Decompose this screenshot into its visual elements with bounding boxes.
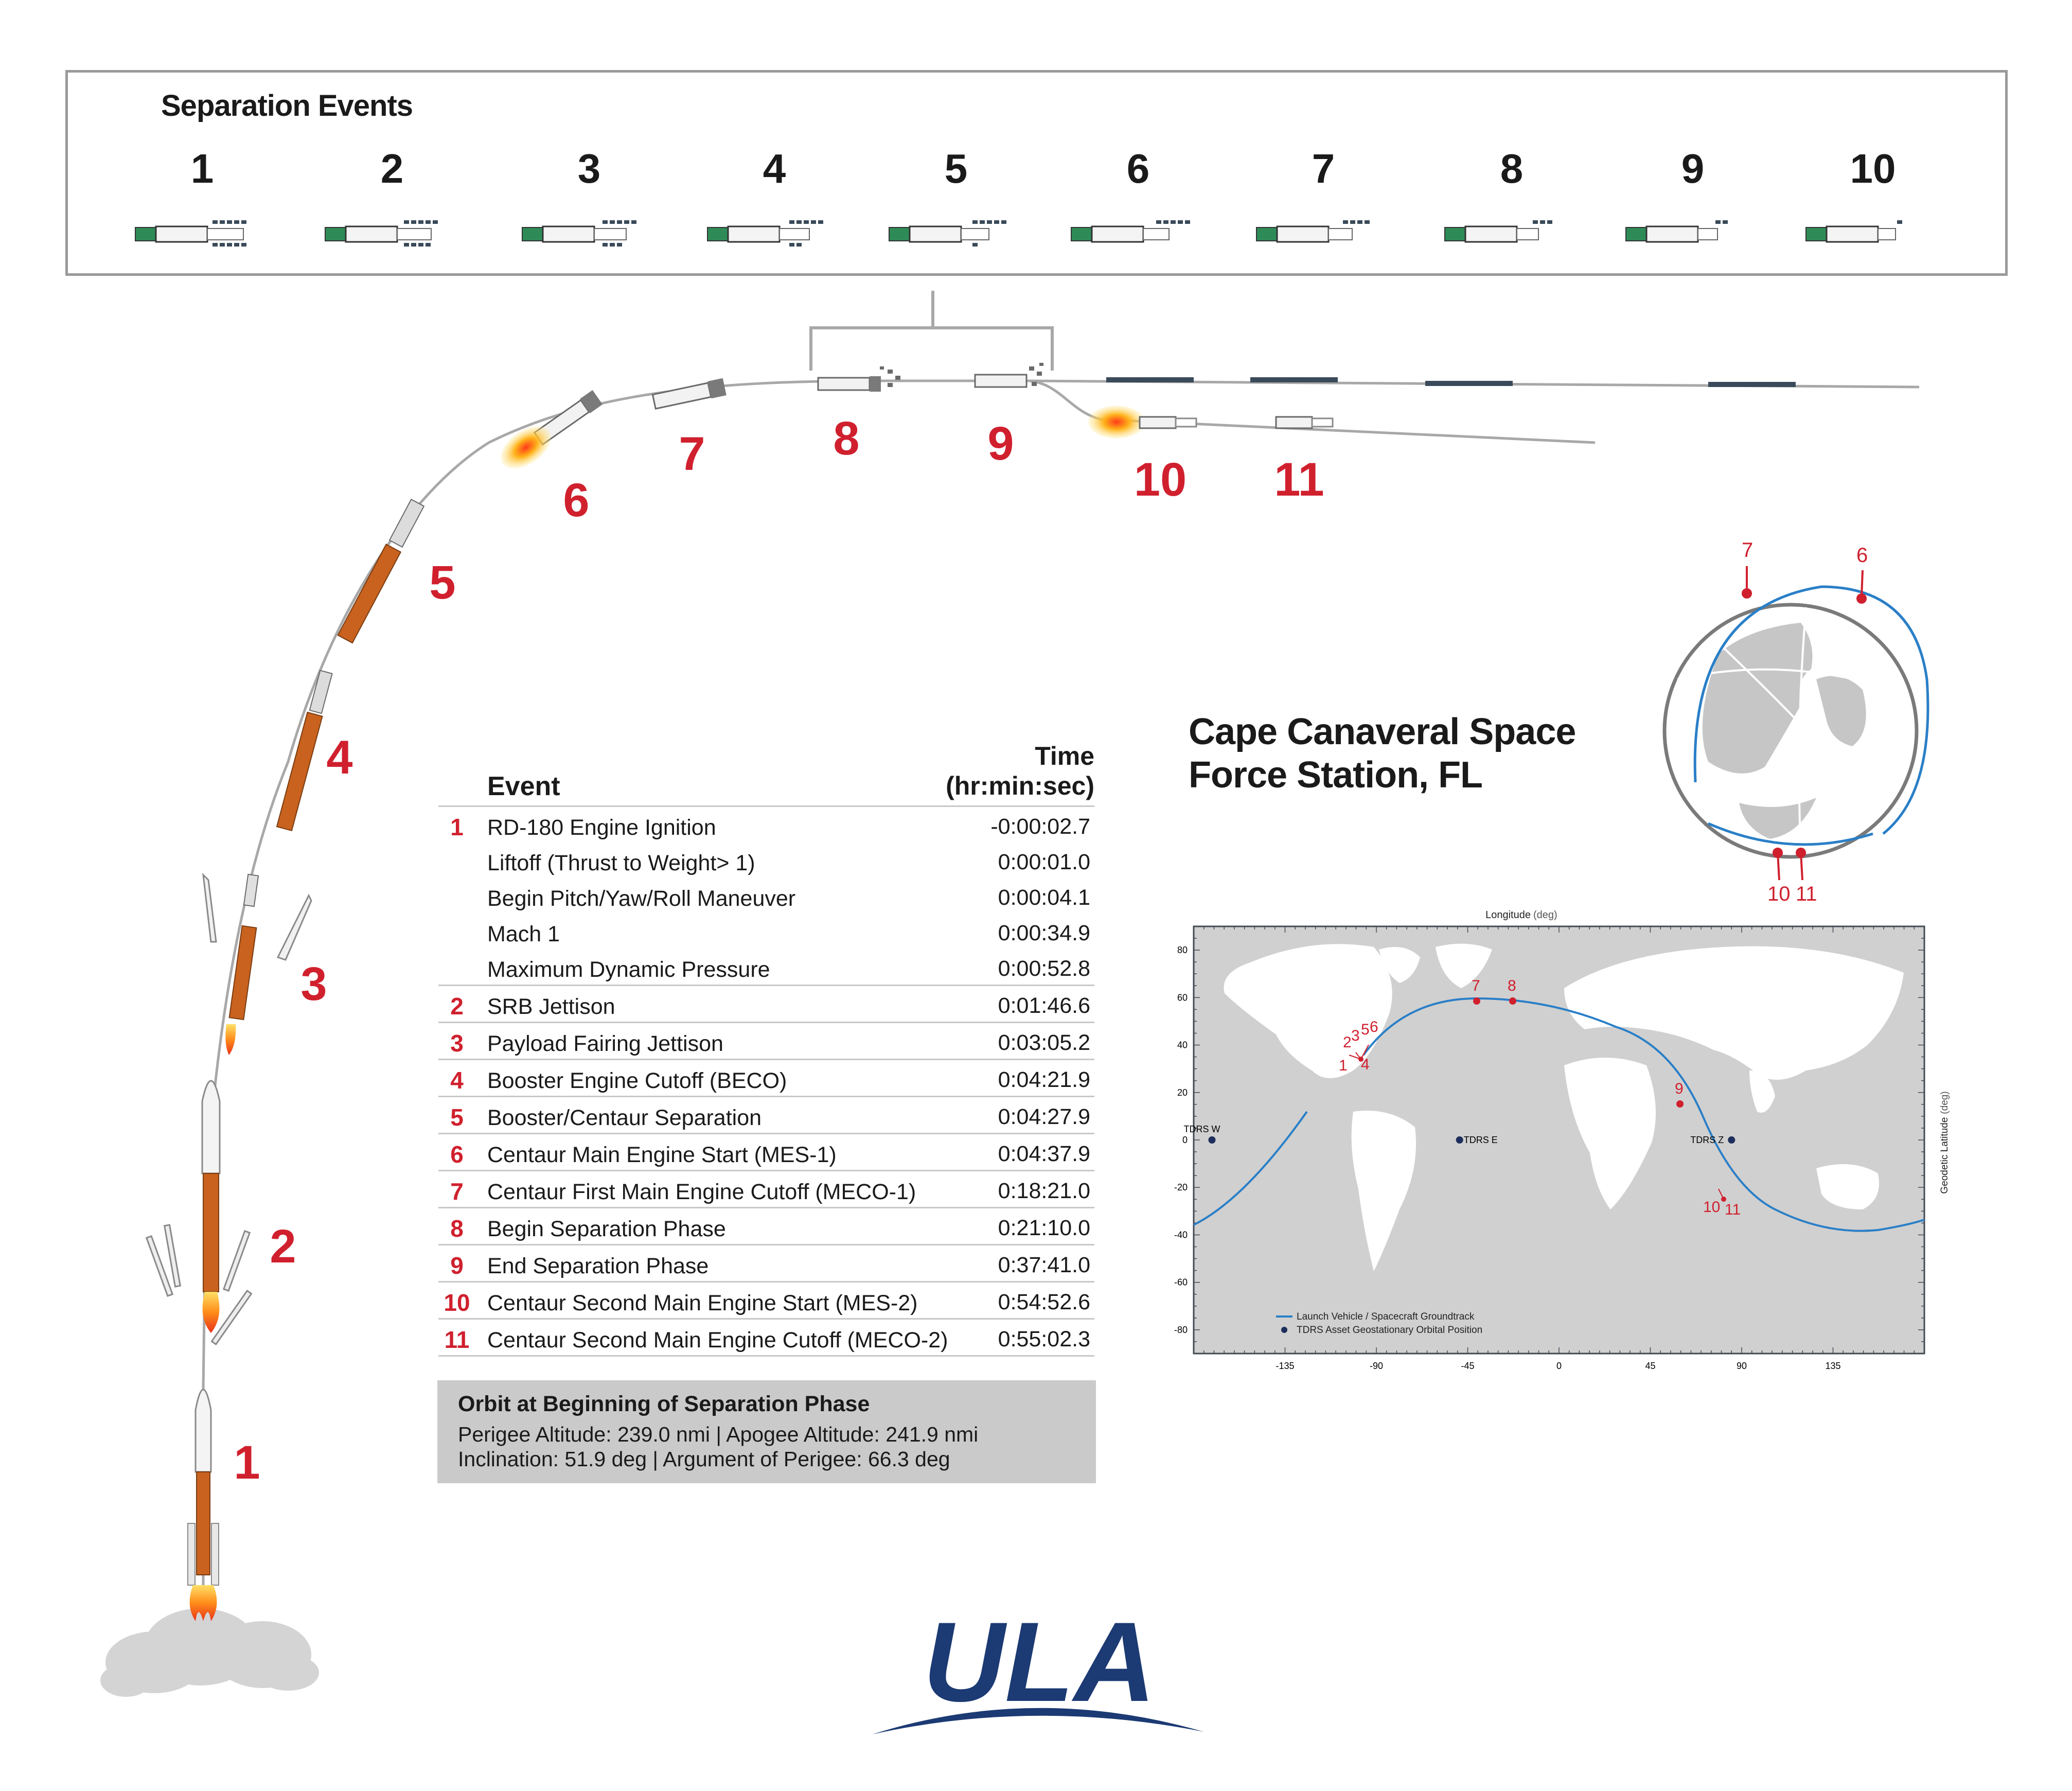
- vehicle-meco2: [1276, 417, 1333, 428]
- event-group: [438, 1023, 1094, 1060]
- table-row: [438, 949, 1094, 985]
- legend-tdrs: TDRS Asset Geostationary Orbital Position: [1297, 1325, 1483, 1336]
- payload-stack-block: [1357, 220, 1362, 224]
- flight-event-label: 2: [270, 1220, 296, 1273]
- map-lon-tick-label: -90: [1369, 1361, 1384, 1371]
- event-name: Maximum Dynamic Pressure: [487, 957, 770, 982]
- map-marker-9: 9: [1675, 1080, 1684, 1097]
- separation-craft-icon: [1796, 216, 1929, 252]
- separation-craft-icon: [1435, 216, 1568, 252]
- tdrs-point: [1728, 1136, 1735, 1144]
- map-lon-tick-label: 0: [1556, 1361, 1562, 1371]
- payload-stack-block: [241, 220, 246, 224]
- map-marker-4: 4: [1361, 1056, 1370, 1073]
- vehicle-mes2: [1088, 406, 1196, 438]
- event-time: 0:54:52.6: [998, 1290, 1090, 1314]
- map-lat-tick-label: 80: [1177, 945, 1188, 956]
- map-marker-11: 11: [1725, 1201, 1741, 1218]
- vehicle-srb-jettison: [147, 1081, 252, 1344]
- table-body: [438, 807, 1094, 1357]
- map-lat-tick-label: 60: [1177, 992, 1188, 1003]
- event-group: [438, 1208, 1094, 1245]
- event-name: Payload Fairing Jettison: [487, 1031, 723, 1056]
- orbit-title: Orbit at Beginning of Separation Phase: [458, 1392, 870, 1416]
- event-number: 7: [450, 1178, 464, 1205]
- event-group: [438, 1134, 1094, 1171]
- payload-stack-block: [1723, 220, 1728, 224]
- payload-stack-block: [1533, 220, 1538, 224]
- payload-stack-block: [1365, 220, 1370, 224]
- map-marker-2: 2: [1343, 1034, 1352, 1051]
- event-name: Centaur Second Main Engine Cutoff (MECO-2): [487, 1328, 948, 1353]
- table-row: [438, 1208, 1094, 1244]
- event-name: Centaur Second Main Engine Start (MES-2): [487, 1291, 918, 1315]
- table-row: [438, 878, 1094, 914]
- payload-stack-block: [411, 220, 416, 224]
- event-group: [438, 807, 1094, 986]
- vehicle-end-separation: [975, 363, 1043, 387]
- payload-stack-block: [796, 220, 802, 224]
- separation-craft-icon: [697, 216, 831, 252]
- payload-stack-block: [433, 220, 438, 224]
- flight-event-label: 6: [563, 474, 590, 526]
- payload-stack-block: [1171, 220, 1176, 224]
- tdrs-point: [1209, 1136, 1216, 1144]
- payload-stack-block: [617, 243, 622, 247]
- table-row: [438, 1320, 1094, 1355]
- flight-event-label: 5: [429, 556, 456, 609]
- table-row: [438, 842, 1094, 878]
- payload-stack-block: [987, 220, 992, 224]
- separation-event-number: 4: [763, 146, 786, 191]
- legend-tdrs-swatch: [1281, 1327, 1287, 1333]
- map-ylabel: Geodetic Latitude(deg): [1939, 1091, 1950, 1194]
- payload-stack-block: [631, 220, 636, 224]
- event-time: 0:18:21.0: [998, 1179, 1090, 1203]
- table-row: [438, 1171, 1094, 1207]
- launch-smoke: [100, 1608, 319, 1697]
- flight-event-label: 7: [679, 428, 705, 480]
- event-time: 0:04:27.9: [998, 1104, 1090, 1129]
- payload-stack-block: [426, 243, 431, 247]
- payload-stack-block: [404, 220, 409, 224]
- tdrs-label: TDRS Z: [1690, 1135, 1724, 1145]
- event-name: SRB Jettison: [487, 994, 615, 1019]
- flight-event-label: 3: [300, 958, 327, 1010]
- tdrs-point: [1456, 1136, 1463, 1144]
- event-name: Centaur First Main Engine Cutoff (MECO-1): [487, 1180, 916, 1204]
- map-lon-tick-label: -135: [1276, 1361, 1295, 1371]
- separation-craft-icon: [512, 216, 646, 252]
- payload-stack-block: [1715, 220, 1721, 224]
- separation-event-number: 3: [577, 146, 601, 191]
- event-group: [438, 1060, 1094, 1097]
- payload-stack-block: [603, 220, 608, 224]
- event-name: Booster Engine Cutoff (BECO): [487, 1068, 787, 1093]
- flight-event-label: 4: [326, 731, 353, 784]
- header-time-line2: (hr:min:sec): [946, 771, 1094, 800]
- event-name: Mach 1: [487, 922, 560, 946]
- table-row: [438, 807, 1094, 842]
- header-event: Event: [487, 771, 560, 801]
- table-row: [438, 1023, 1094, 1059]
- event-name: End Separation Phase: [487, 1254, 709, 1278]
- event-name: Begin Pitch/Yaw/Roll Maneuver: [487, 886, 796, 911]
- payload-stack-block: [1897, 220, 1902, 224]
- payload-stack-block: [818, 220, 823, 224]
- separation-event-number: 10: [1850, 146, 1896, 191]
- separation-event-number: 9: [1681, 146, 1705, 191]
- globe-marker-10: 10: [1767, 883, 1791, 905]
- globe-marker-7: 7: [1742, 539, 1754, 561]
- payload-stack-block: [426, 220, 431, 224]
- launch-site-line1: Cape Canaveral Space: [1189, 711, 1576, 752]
- table-row: [438, 1283, 1094, 1318]
- vehicle-liftoff: [188, 1390, 219, 1621]
- map-marker-6: 6: [1370, 1019, 1378, 1035]
- separation-event-number: 6: [1126, 146, 1150, 191]
- event-time: 0:55:02.3: [998, 1327, 1090, 1351]
- event-time: 0:04:37.9: [998, 1142, 1090, 1166]
- event-name: Centaur Main Engine Start (MES-1): [487, 1143, 837, 1167]
- event-number: 4: [450, 1067, 464, 1094]
- globe-marker-11: 11: [1796, 883, 1817, 905]
- event-timeline-table: [438, 741, 1094, 1357]
- map-lat-tick-label: -60: [1174, 1277, 1188, 1288]
- event-name: Liftoff (Thrust to Weight> 1): [487, 851, 755, 875]
- map-title: Longitude: [1485, 909, 1531, 921]
- event-name: Begin Separation Phase: [487, 1217, 726, 1241]
- separation-craft-icon: [1616, 216, 1749, 252]
- separation-event-number: 5: [944, 146, 968, 191]
- groundtrack-map: [1158, 901, 1955, 1374]
- legend-track: Launch Vehicle / Spacecraft Groundtrack: [1297, 1311, 1475, 1322]
- payload-stack-block: [234, 220, 239, 224]
- payload-stack-block: [972, 220, 978, 224]
- tdrs-label: TDRS W: [1183, 1124, 1220, 1134]
- event-group: [438, 1171, 1094, 1208]
- table-row: [438, 1245, 1094, 1281]
- payload-stack-block: [789, 243, 794, 247]
- map-marker-10: 10: [1703, 1199, 1721, 1216]
- globe-marker-6: 6: [1856, 544, 1868, 567]
- map-lon-tick-label: 135: [1825, 1361, 1841, 1371]
- payload-stack-block: [418, 220, 423, 224]
- separation-craft-icon: [879, 216, 1013, 252]
- orbit-line-1: Perigee Altitude: 239.0 nmi | Apogee Altitude: 241.9 nmi: [458, 1423, 979, 1446]
- payload-stack-block: [1343, 220, 1348, 224]
- launch-site-line2: Force Station, FL: [1189, 754, 1483, 796]
- map-lon-tick-label: -45: [1461, 1361, 1475, 1371]
- payload-stack-block: [617, 220, 622, 224]
- separation-craft-icon: [1246, 216, 1380, 252]
- payload-stack-block: [404, 243, 409, 247]
- event-time: 0:03:05.2: [998, 1030, 1090, 1055]
- map-lat-tick-label: -80: [1174, 1324, 1188, 1335]
- payload-stack-block: [610, 243, 615, 247]
- payload-stack-block: [603, 243, 608, 247]
- event-number: 11: [444, 1326, 470, 1353]
- payload-stack-block: [1178, 220, 1183, 224]
- orbit-line-2: Inclination: 51.9 deg | Argument of Perigee: 66.3 deg: [458, 1447, 950, 1471]
- payload-stack-block: [227, 220, 232, 224]
- table-row: [438, 914, 1094, 949]
- payload-stack-block: [980, 220, 985, 224]
- event-number: 8: [450, 1215, 464, 1242]
- payload-stack-block: [220, 243, 225, 247]
- table-row: [438, 1134, 1094, 1170]
- payload-stack-block: [411, 243, 416, 247]
- map-lat-tick-label: 40: [1177, 1040, 1188, 1050]
- map-marker-7: 7: [1472, 977, 1480, 994]
- map-lat-tick-label: -40: [1174, 1230, 1188, 1240]
- event-number: 1: [450, 814, 464, 840]
- payload-stack-block: [624, 220, 629, 224]
- event-name: Booster/Centaur Separation: [487, 1105, 762, 1130]
- event-time: 0:00:04.1: [998, 885, 1090, 910]
- payload-stack-block: [220, 220, 225, 224]
- table-row: [438, 986, 1094, 1022]
- payload-stack-block: [1547, 220, 1552, 224]
- payload-stack-block: [234, 243, 239, 247]
- payload-stack-block: [1156, 220, 1161, 224]
- flight-event-label: 11: [1274, 453, 1324, 506]
- event-number: 3: [450, 1030, 464, 1057]
- orbit-globe: [1646, 525, 1945, 906]
- separation-craft-icon: [315, 216, 449, 252]
- payload-stack-block: [227, 243, 232, 247]
- separation-craft-icon: [125, 216, 259, 252]
- event-number: 9: [450, 1252, 464, 1279]
- event-number: 2: [450, 993, 464, 1020]
- payload-stack-block: [212, 220, 218, 224]
- payload-stack-block: [994, 220, 999, 224]
- payload-stack-block: [1540, 220, 1545, 224]
- map-marker-3: 3: [1351, 1027, 1360, 1044]
- flight-event-label: 8: [833, 412, 860, 465]
- flight-event-label: 10: [1134, 453, 1187, 506]
- event-group: [438, 1245, 1094, 1283]
- header-time-line1: Time: [1035, 742, 1094, 770]
- tdrs-label: TDRS E: [1463, 1135, 1498, 1145]
- event-time: -0:00:02.7: [990, 814, 1090, 839]
- ula-logo-text: ULA: [923, 1601, 1156, 1725]
- map-lon-tick-label: 90: [1736, 1361, 1747, 1371]
- table-header: [438, 741, 1094, 807]
- payload-stack-block: [972, 243, 978, 247]
- flight-event-label: 1: [234, 1436, 260, 1489]
- event-time: 0:01:46.6: [998, 993, 1090, 1018]
- separation-craft-icon: [1061, 216, 1195, 252]
- flight-event-label: 9: [987, 417, 1014, 470]
- payload-stack-block: [241, 243, 246, 247]
- launch-site-title: [1189, 710, 1575, 797]
- payload-stack-block: [789, 220, 794, 224]
- payload-stack-block: [811, 220, 816, 224]
- orbit-info-box: [437, 1380, 1096, 1483]
- map-lat-tick-label: 20: [1177, 1087, 1188, 1098]
- vehicle-meco1: [652, 378, 727, 410]
- event-group: [438, 986, 1094, 1023]
- map-marker-1: 1: [1339, 1057, 1348, 1074]
- vehicle-mes1: [493, 384, 607, 477]
- map-lat-tick-label: -20: [1174, 1182, 1188, 1193]
- event-name: RD-180 Engine Ignition: [487, 815, 716, 840]
- separation-event-number: 7: [1312, 146, 1335, 191]
- payload-stack-block: [212, 243, 218, 247]
- separation-events-title: Separation Events: [161, 89, 413, 122]
- payload-stack-block: [1350, 220, 1355, 224]
- separation-event-number: 2: [380, 146, 404, 191]
- table-row: [438, 1060, 1094, 1096]
- ula-logo: [864, 1601, 1225, 1740]
- separation-event-number: 1: [190, 146, 214, 191]
- event-group: [438, 1097, 1094, 1134]
- event-group: [438, 1283, 1094, 1320]
- event-number: 5: [450, 1104, 464, 1131]
- event-time: 0:21:10.0: [998, 1216, 1090, 1240]
- separation-event-number: 8: [1500, 146, 1524, 191]
- event-number: 6: [450, 1141, 464, 1168]
- map-lat-tick-label: 0: [1182, 1135, 1188, 1145]
- event-time: 0:37:41.0: [998, 1253, 1090, 1277]
- map-marker-8: 8: [1508, 977, 1516, 994]
- event-time: 0:00:01.0: [998, 850, 1090, 874]
- payload-stack-block: [418, 243, 423, 247]
- payload-stack-block: [1163, 220, 1168, 224]
- payload-stack-block: [1001, 220, 1006, 224]
- vehicle-begin-separation: [818, 366, 900, 392]
- map-title-unit: (deg): [1533, 909, 1557, 921]
- event-time: 0:04:21.9: [998, 1067, 1090, 1092]
- payload-stack-block: [804, 220, 809, 224]
- map-marker-5: 5: [1361, 1021, 1370, 1038]
- event-time: 0:00:34.9: [998, 921, 1090, 945]
- payload-stack-block: [610, 220, 615, 224]
- event-number: 10: [444, 1289, 470, 1316]
- table-row: [438, 1097, 1094, 1133]
- event-group: [438, 1320, 1094, 1357]
- event-time: 0:00:52.8: [998, 956, 1090, 981]
- payload-stack-block: [796, 243, 802, 247]
- map-lon-tick-label: 45: [1645, 1361, 1656, 1371]
- header-time: [946, 741, 1094, 801]
- payload-stack-block: [1185, 220, 1190, 224]
